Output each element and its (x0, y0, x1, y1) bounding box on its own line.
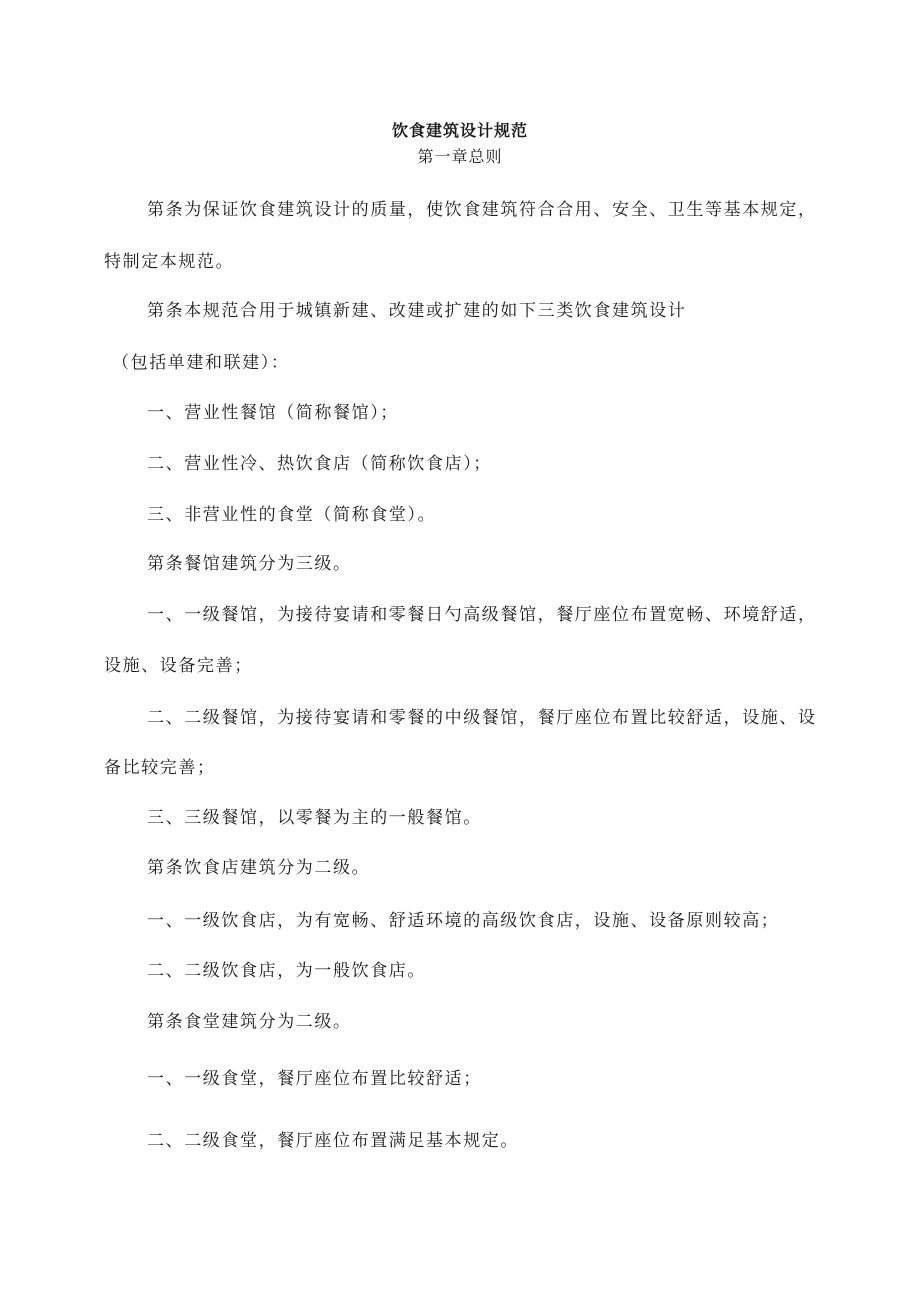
list-item: 二、二级食堂，餐厅座位布置满足基本规定。 (147, 1131, 519, 1151)
list-item: 二、二级饮食店，为一般饮食店。 (147, 961, 426, 981)
paragraph-line: 第条饮食店建筑分为二级。 (147, 858, 371, 878)
paragraph-line: 第条本规范合用于城镇新建、改建或扩建的如下三类饮食建筑设计 (147, 301, 687, 321)
paragraph-line: 第条为保证饮食建筑设计的质量，使饮食建筑符合合用、安全、卫生等基本规定， (147, 200, 817, 220)
paragraph-line: 第条食堂建筑分为二级。 (147, 1012, 352, 1032)
list-item: 三、非营业性的食堂（简称食堂）。 (147, 505, 437, 525)
list-item: 一、一级饮食店，为有宽畅、舒适环境的高级饮食店，设施、设备原则较高； (147, 911, 780, 931)
chapter-title: 第一章总则 (417, 147, 503, 166)
list-item: 一、一级食堂，餐厅座位布置比较舒适； (147, 1069, 482, 1089)
list-item: 一、营业性餐馆（简称餐馆）； (147, 403, 399, 423)
list-item: 一、一级餐馆，为接待宴请和零餐日勺高级餐馆，餐厅座位布置宽畅、环境舒适， (147, 605, 817, 625)
list-item: 三、三级餐馆，以零餐为主的一般餐馆。 (147, 808, 482, 828)
paragraph-line: 特制定本规范。 (104, 252, 235, 272)
paragraph-line: 第条餐馆建筑分为三级。 (147, 554, 352, 574)
paragraph-line: 备比较完善； (104, 758, 216, 778)
paragraph-line: （包括单建和联建）： (112, 353, 290, 373)
list-item: 二、营业性冷、热饮食店（简称饮食店）； (147, 454, 492, 474)
list-item: 二、二级餐馆，为接待宴请和零餐的中级餐馆，餐厅座位布置比较舒适，设施、设 (147, 708, 817, 728)
document-title: 饮食建筑设计规范 (391, 121, 528, 140)
paragraph-line: 设施、设备完善； (104, 656, 253, 676)
